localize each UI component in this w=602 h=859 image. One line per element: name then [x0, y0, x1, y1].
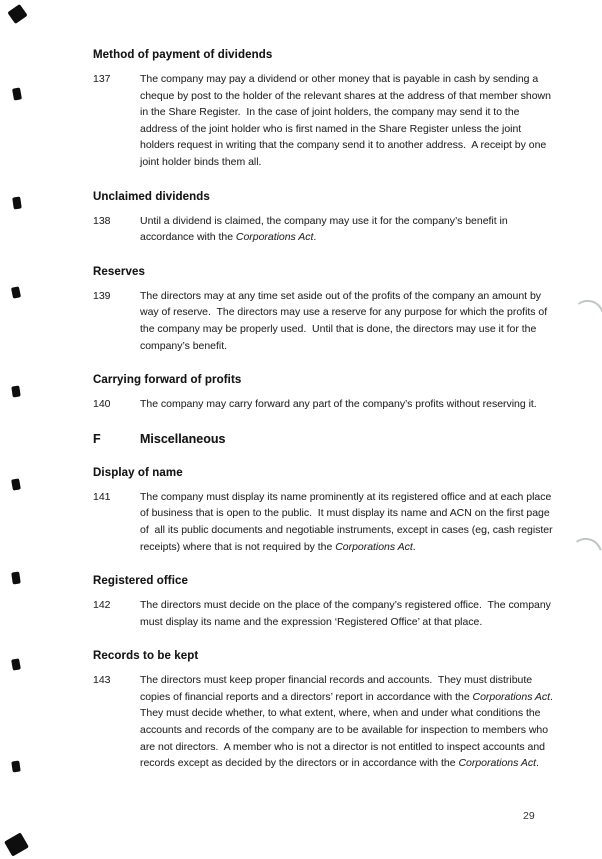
clause: [93, 489, 563, 555]
part-title: Miscellaneous: [140, 431, 226, 446]
scan-mark: [11, 286, 21, 298]
scan-mark: [12, 87, 22, 100]
scan-mark: [4, 832, 29, 856]
clause-text: Until a dividend is claimed, the company may use it for the company’s benefit in accordance with the Corporations Act.: [140, 214, 508, 244]
clause: [93, 288, 563, 354]
page-number: 29: [523, 810, 535, 822]
document-content: [93, 48, 563, 772]
scan-mark: [11, 658, 21, 670]
clause-number: 137: [93, 73, 111, 85]
section-heading: Unclaimed dividends: [93, 190, 210, 203]
clause: [93, 71, 563, 171]
scan-mark: [11, 760, 20, 772]
clause-text: The company may pay a dividend or other money that is payable in cash by sending a cheque by post to the holder of the relevant shares at the address of that member shown in the Share Register. In the case of joint holders, the company may send it to the address of the joint holder who is first named in the Share Register unless the joint holders request in writing that the company send it to another address. A receipt by one joint holder binds them all.: [140, 73, 551, 168]
clause-text: The directors must decide on the place of the company’s registered office. The company must display its name and the expression ‘Registered Office’ at that place.: [140, 599, 551, 628]
scan-curve: [571, 297, 602, 321]
clause: [93, 597, 563, 630]
clause-number: 139: [93, 289, 111, 302]
clause-number: 140: [93, 398, 111, 411]
scan-mark: [7, 4, 27, 24]
scan-mark: [12, 197, 22, 210]
section-heading: Reserves: [93, 265, 145, 278]
clause: [93, 672, 563, 772]
clause-number: 142: [93, 599, 111, 612]
section-heading: Display of name: [93, 466, 183, 479]
section-heading: Registered office: [93, 575, 189, 588]
clause-number: 141: [93, 490, 111, 503]
clause-text: The company may carry forward any part of the company’s profits without reserving it.: [140, 398, 537, 411]
scan-mark: [11, 572, 21, 585]
part-heading: [93, 432, 563, 447]
section-heading: Carrying forward of profits: [93, 374, 242, 387]
clause-number: 138: [93, 214, 111, 227]
section-heading: Method of payment of dividends: [93, 49, 273, 61]
clause-text: The directors may at any time set aside out of the profits of the company an amount by way of reserve. The directors may use a reserve for any purpose for which the profits of the company may be properly used. Until that is done, the directors may use it for the company’s benefit.: [140, 289, 548, 352]
scan-curve: [569, 535, 602, 559]
clause-text: The company must display its name prominently at its registered office and at each place of business that is open to the public. It must display its name and ACN on the first page of all its public documents and negotiable instruments, except in cases (eg, cash register receipts) where that is not required by the Corporations Act.: [140, 490, 553, 553]
section-heading: Records to be kept: [93, 650, 199, 663]
clause-number: 143: [93, 674, 111, 687]
clause: [93, 213, 563, 246]
part-letter: F: [93, 431, 101, 446]
scan-mark: [11, 385, 20, 397]
clause: [93, 396, 563, 413]
clause-text: The directors must keep proper financial records and accounts. They must distribute copies of financial reports and a directors’ report in accordance with the Corporations Act. They must decide whether, to what extent, where, when and under what conditions the accounts and records of the company are to be available for inspection to members who are not directors. A member who is not a director is not entitled to inspect accounts and records except as decided by the directors or in accordance with the Corporations Act.: [140, 674, 553, 770]
scan-mark: [11, 478, 21, 490]
